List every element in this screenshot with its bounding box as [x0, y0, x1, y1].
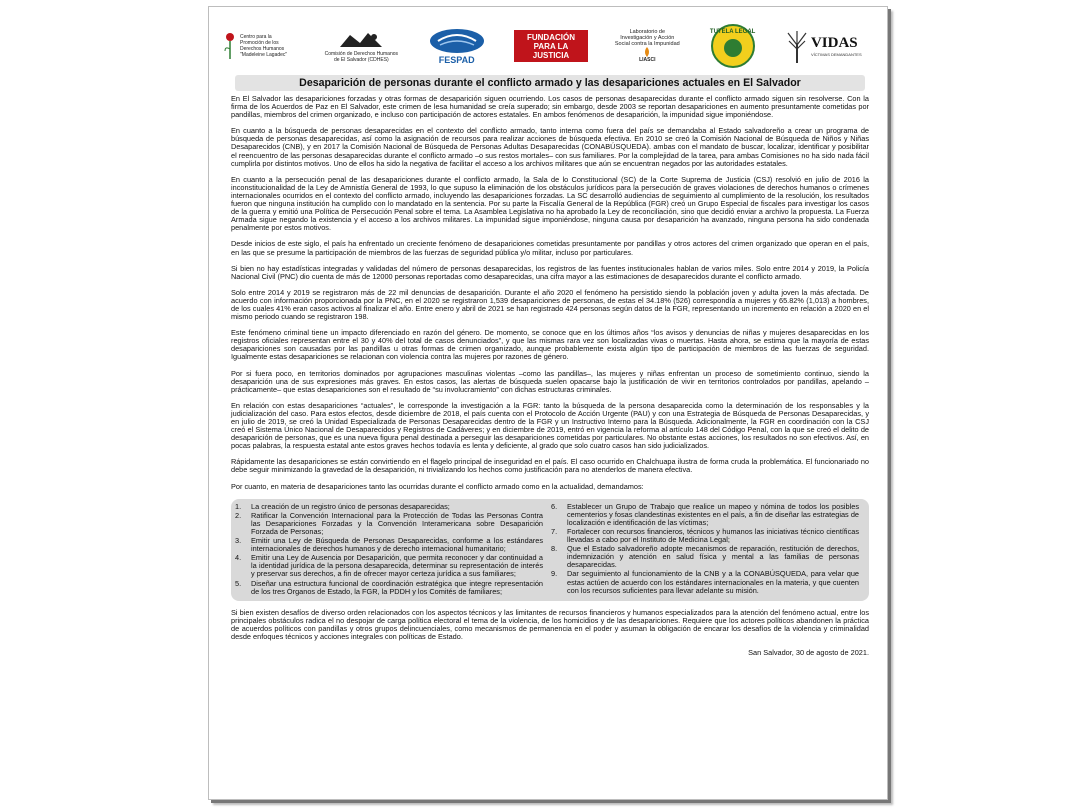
demand-number: 4.: [235, 553, 242, 563]
logo-madeleine-lagadec: [223, 31, 297, 61]
logo-fespad: [426, 27, 488, 65]
demand-item: [235, 554, 543, 578]
logo-fundacion-justicia: [514, 30, 588, 62]
logo-tutela-legal: [707, 23, 759, 69]
paragraph: Por si fuera poco, en territorios dominados por agrupaciones masculinas violentas –como las pandillas–, las mujeres y niñas enfrentan un proceso de sometimiento continuo, siendo la desaparición una de sus expresiones más graves. En estos casos, las alertas de búsqueda suelen opacarse bajo la justificación de vivir en territorios controlados por pandillas, apelando –prácticamente– que estas desapariciones son el resultado de “su involucramiento” con dichas estructuras criminales.: [231, 368, 869, 394]
demand-text: Diseñar una estructura funcional de coordinación estratégica que integre representación de los tres Órganos de Estado, la FGR, la PDDH y los Comités de familiares;: [251, 578, 543, 596]
logo-cdhes: [323, 29, 399, 63]
paragraph: En El Salvador las desapariciones forzadas y otras formas de desaparición siguen ocurriendo. Los casos de personas desaparecidas durante el conflicto armado siguen sin resolverse. Con la firma de los Acuerdos de Paz en El Salvador, este crimen de lesa humanidad se creía superado; sin embargo, desde 2003 se reportan desapariciones en aumento presuntamente cometidas por pandillas, miembros del crimen organizado, e incluso con participación de actores estatales. En ambos fenómenos de desaparición, la impunidad sigue imponiéndose.: [231, 94, 869, 120]
demand-text: Emitir una Ley de Ausencia por Desaparición, que permita reconocer y dar continuidad a la identidad jurídica de la persona desaparecida, determinar su representación de interés y preservar sus derechos, a fin de ofrecer mayor certeza jurídica a sus familiares;: [251, 553, 543, 579]
title-bar: [235, 75, 865, 91]
demand-text: La creación de un registro único de personas desaparecidas;: [251, 501, 450, 511]
tree-icon: [785, 29, 809, 63]
logo-subtext-vidas: VÍCTIMAS DEMANDANTES: [810, 52, 862, 57]
demand-number: 8.: [551, 544, 558, 554]
demand-text: Dar seguimiento al funcionamiento de la CNB y a la CONABÚSQUEDA, para velar que estas actúen de acuerdo con los estándares internacionales en la materia, y que cuenten con los recursos suficientes para llevar adelante su misión.: [567, 569, 859, 595]
paragraph: Solo entre 2014 y 2019 se registraron más de 22 mil denuncias de desaparición. Durante el año 2020 el fenómeno ha persistido siendo la población joven y adulta joven la más afectada. De acuerdo con información proporcionada por la PNC, en el 2020 se registraron 1,539 desapariciones de personas, de estas el 34.18% (526) correspondía a mujeres y 65.82% (1,013) a hombres, de los cuales 41% eran casos activos al finalizar el año. Entre enero y abril de 2021 se han registrado 424 personas según datos de la FGR, representando un incremento en relación a 2020 en el mismo periodo cuando se registraron 198.: [231, 287, 869, 322]
paragraph: En relación con estas desapariciones “actuales”, le corresponde la investigación a la FGR: tanto la búsqueda de la persona desaparecida como la determinación de los responsables y la judicialización del caso. Para estos efectos, desde diciembre de 2018, el país cuenta con el Protocolo de Acción Urgente (PAU) y con una Estrategia de Búsqueda de Personas Desaparecidas, y en julio de 2019, se creó la Unidad Especializada de Personas Desaparecidas dentro de la FGR y un Instructivo Interno para la Búsqueda. Adicionalmente, la FGR en coordinación con la CSJ creó el Sistema Único Nacional de Desaparecidos y Registros de Cadáveres; y en diciembre de 2019, entró en vigencia la reforma al artículo 148 del Código Penal, con la que se creó el delito de desaparición de personas, que es una nueva figura penal destinada a perseguir las desapariciones cometidas por particulares. No obstante estas acciones, los resultados no son efectivos. Así, en pocas palabras, la respuesta estatal ante estos graves hechos todavía es lenta y deficiente, al grado que solo cuatro casos han sido judicializados.: [231, 400, 869, 451]
document-title: Desaparición de personas durante el conflicto armado y las desapariciones actuales en El Salvador: [299, 77, 801, 89]
demand-item: [551, 528, 859, 544]
logo-text-cdhes: Comisión de Derechos Humanos de El Salvador (CDHES): [324, 51, 399, 63]
paragraph: Rápidamente las desapariciones se están convirtiendo en el flagelo principal de inseguridad en el país. El caso ocurrido en Chalchuapa ilustra de forma cruda la problemática. El funcionariado no debe seguir minimizando la gravedad de la desaparición, ni trivializando los hechos como justificación para no atenderlos de manera efectiva.: [231, 457, 869, 475]
demand-item: [551, 545, 859, 569]
paragraph: Por cuanto, en materia de desapariciones tanto las ocurridas durante el conflicto armado como en la actualidad, demandamos:: [231, 481, 644, 491]
demand-item: [551, 503, 859, 527]
demand-item: [235, 537, 543, 553]
document-page: [208, 6, 888, 800]
paragraph: En cuanto a la persecución penal de las desapariciones durante el conflicto armado, la Sala de lo Constitucional (SC) de la Corte Suprema de Justicia (CSJ) resolvió en julio de 2016 la inconstitucionalidad de la Ley de Amnistía General de 1993, lo que supuso la eliminación de los obstáculos jurídicos para la persecución de graves violaciones de derechos humanos o crímenes internacionales ocurridos en el contexto del conflicto armado, incluyendo las desapariciones forzadas. La SC desarrolló audiencias de seguimiento al cumplimiento de la resolución, los resultados fueron que ninguna institución ha cumplido con lo mandatado en la sentencia. Por su parte la Fiscalía General de la República (FGR) creó un Grupo Especial de fiscales para investigar los casos de la guerra y emitió una Política de Persecución Penal sobre el tema. La Asamblea Legislativa no ha aprobado la Ley de reconciliación, sino que decidió enviar a archivo la propuesta. La Fuerza Armada sigue negando la existencia y el acceso a los archivos militares. La impunidad sigue imponiéndose, ninguna causa por desaparición ha avanzado, ninguna persona ha sido condenada penalmente por estos motivos.: [231, 174, 869, 233]
demands-column-left: [235, 503, 543, 597]
demand-item: [235, 503, 543, 511]
demands-column-right: [551, 503, 859, 597]
paragraph: Desde inicios de este siglo, el país ha enfrentado un creciente fenómeno de desapariciones cometidas presuntamente por pandillas y otros actores del crimen organizado que operan en el país, en las que se presume la participación de miembros de las fuerzas de seguridad pública y/o militar, incluso por particulares.: [231, 239, 869, 257]
demand-item: [235, 512, 543, 536]
demand-number: 2.: [235, 510, 242, 520]
fespad-emblem-icon: [428, 27, 486, 55]
demand-text: Ratificar la Convención Internacional para la Protección de Todas las Personas Contra las Desapariciones Forzadas y la Convención Interamericana sobre Desaparición Forzada de Personas;: [251, 510, 543, 536]
logo-text-justicia: FUNDACIÓN PARA LA JUSTICIA: [526, 32, 575, 60]
demand-text: Establecer un Grupo de Trabajo que realice un mapeo y nómina de todos los posibles cementerios y fosas clandestinas existentes en el país, a fin de diseñar las estrategias de localización e identificación de las víctimas;: [567, 501, 859, 527]
demand-number: 7.: [551, 526, 558, 536]
demand-number: 9.: [551, 569, 558, 579]
demand-number: 1.: [235, 501, 242, 511]
logo-subtext-lias: LIASCI: [639, 57, 656, 63]
paragraph: Si bien no hay estadísticas integradas y validadas del número de personas desaparecidas, los registros de las fuentes institucionales hablan de varios miles. Solo entre 2014 y 2019, la Policía Nacional Civil (PNC) dio cuenta de más de 12000 personas reportadas como desaparecidas, una cifra mayor a las estimaciones de desaparecidos durante el conflicto armado.: [231, 263, 869, 281]
demand-number: 6.: [551, 501, 558, 511]
logo-text-lias: Laboratorio de Investigación y Acción Social contra la Impunidad: [614, 29, 680, 47]
flower-icon: [223, 31, 237, 61]
logo-lias: [614, 29, 680, 63]
demand-item: [235, 580, 543, 596]
demand-number: 5.: [235, 578, 242, 588]
logo-vidas: [785, 29, 875, 63]
demand-item: [551, 570, 859, 594]
logo-text-vidas: VIDAS: [810, 35, 858, 51]
logo-strip: [223, 17, 875, 75]
logo-text-fespad: FESPAD: [438, 55, 475, 65]
paragraph: Este fenómeno criminal tiene un impacto diferenciado en razón del género. De momento, se conoce que en los últimos años “los avisos y denuncias de niñas y mujeres desaparecidas en los registros oficiales representan entre el 30 y 40% del total de casos denunciados”, y que las mismas rara vez son localizadas vivas o muertas. Hasta ahora, se estima que la mayoría de estas desapariciones son causadas por las pandillas u otras formas de crimen organizado, aunque probablemente exista algún tipo de participación de miembros de las fuerzas de seguridad. Igualmente estas desapariciones se relacionan con violencia contra las mujeres por razones de género.: [231, 328, 869, 362]
logo-text-tutela: TUTELA LEGAL: [709, 29, 756, 35]
demand-text: Que el Estado salvadoreño adopte mecanismos de reparación, restitución de derechos, indemnización y atención en salud física y mental a las familias de personas desaparecidas.: [567, 544, 859, 570]
flame-icon: [643, 47, 651, 57]
closing-paragraph: Si bien existen desafíos de diverso orden relacionados con los aspectos técnicos y las limitantes de recursos financieros y humanos especializados para la atención del fenómeno actual, entre los principales obstáculos radica el no despojar de carga política electoral el tema de la violencia, de los homicidios y de las desapariciones. Requiere que los actores políticos abandonen la práctica de acuerdos políticos con pandillas y otros grupos delincuenciales, como mecanismos de permanencia en el poder y asuman la obligación de encarar los desafíos de la violencia y criminalidad desde enfoques técnicos y acciones integrales con políticas de Estado.: [231, 607, 869, 641]
paragraph: En cuanto a la búsqueda de personas desaparecidas en el contexto del conflicto armado, tanto interna como fuera del país se demandaba al Estado salvadoreño a crear un programa de búsqueda de personas desaparecidas, así como la asignación de recursos para realizar acciones de búsqueda efectiva. En 2010 se creó la Comisión Nacional de Búsqueda de Niños y Niñas Desaparecidos (CNB), y en 2017 la Comisión Nacional de Búsqueda de Personas Adultas Desaparecidas (CONABÚSQUEDA). ambas con el mandato de buscar, localizar, identificar y posibilitar el reencuentro de las personas desaparecidas durante el conflicto armado –o sus restos mortales– con sus familiares. Por la complejidad de la tarea, para ambas Comisiones no ha sido nada fácil cumplirla por distintos motivos. Uno de ellos ha sido la negativa de facilitar el acceso a los archivos militares que aún se encuentran negados por las autoridades estatales.: [231, 126, 869, 168]
demand-text: Fortalecer con recursos financieros, técnicos y humanos las iniciativas técnico científicas llevadas a cabo por el Instituto de Medicina Legal;: [567, 526, 859, 545]
demand-number: 3.: [235, 536, 242, 546]
logo-text-madeleine: Centro para la Promoción de los Derechos Humanos "Madeleine Lagadec": [240, 34, 288, 58]
document-body: [231, 95, 869, 657]
demands-box: [231, 499, 869, 601]
demand-text: Emitir una Ley de Búsqueda de Personas Desaparecidas, conforme a los estándares internacionales de derechos humanos y de derecho internacional humanitario;: [251, 536, 543, 554]
cdhes-emblem-icon: [338, 29, 384, 51]
signature-line: San Salvador, 30 de agosto de 2021.: [748, 648, 869, 658]
